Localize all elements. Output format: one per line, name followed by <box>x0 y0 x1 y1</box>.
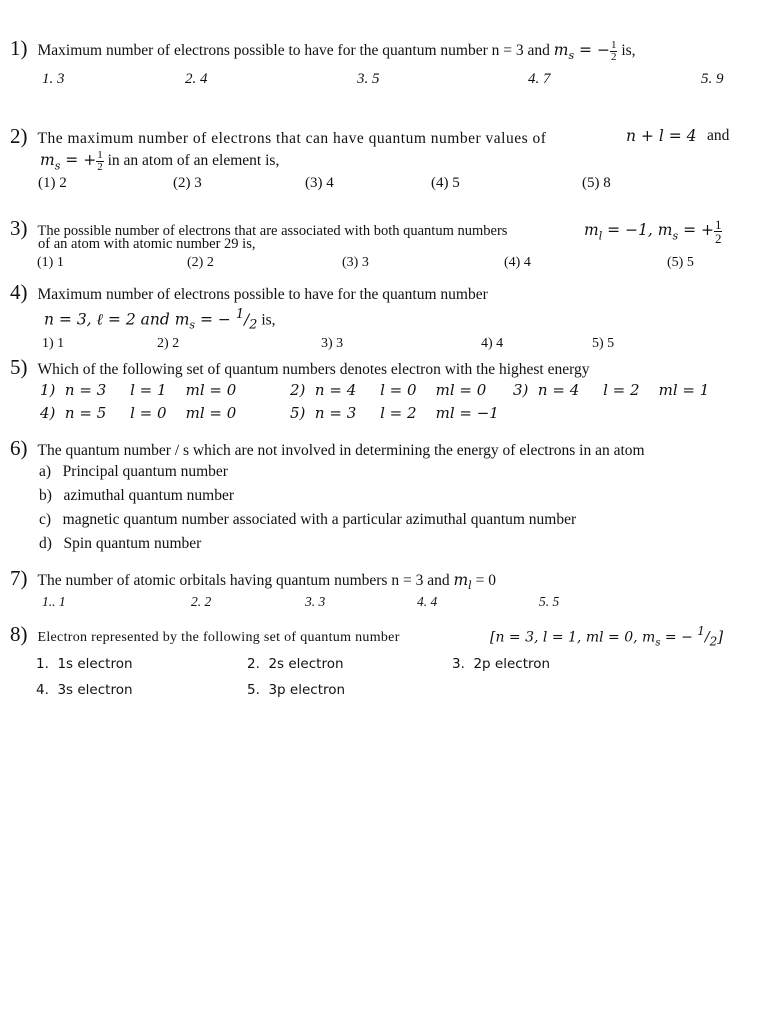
option-4[interactable]: (4) 4 <box>504 255 531 270</box>
option-4[interactable]: 4) n = 5 l = 0 ml = 0 <box>40 404 237 422</box>
question-number: 1) <box>10 36 28 60</box>
fraction-num: 1 <box>235 307 245 322</box>
question-4 <box>10 280 750 358</box>
math-expression: n = 3, ℓ = 2 and m <box>44 310 190 329</box>
math-eq: = − <box>195 310 236 329</box>
question-text: The maximum number of electrons that can have quantum number values of <box>37 130 547 147</box>
option-2[interactable]: 2) n = 4 l = 0 ml = 0 <box>290 381 487 399</box>
option-1[interactable]: 1.. 1 <box>42 594 66 610</box>
option-d[interactable]: d) Spin quantum number <box>39 535 202 552</box>
option-3[interactable]: 3. 2p electron <box>452 656 551 672</box>
fraction: $\frac{1}{2}$ <box>610 38 617 63</box>
option-5[interactable]: (5) 8 <box>582 175 611 191</box>
math-sub: s <box>655 637 661 649</box>
question-text-end: is, <box>257 311 276 329</box>
question-text: The quantum number / s which are not involved in determining the energy of electrons in an atom <box>37 442 645 459</box>
math-sub: l <box>598 229 603 243</box>
option-3[interactable]: 3. 3 <box>305 594 326 610</box>
option-3[interactable]: 3. 5 <box>357 70 380 87</box>
option-2[interactable]: 2. 2s electron <box>247 656 344 672</box>
option-3[interactable]: (3) 4 <box>305 175 334 191</box>
option-2[interactable]: 2. 4 <box>185 70 208 87</box>
math-sub: s <box>54 159 61 173</box>
fraction-den: 2 <box>709 634 718 649</box>
question-number: 4) <box>10 280 28 304</box>
question-text-end: in an atom of an element is, <box>103 152 280 170</box>
math-eq: = + <box>60 151 97 170</box>
option-1[interactable]: 1. 1s electron <box>36 656 133 672</box>
option-a[interactable]: a) Principal quantum number <box>39 463 228 480</box>
option-2[interactable]: 2. 2 <box>191 594 212 610</box>
fraction-den: 2 <box>249 317 258 333</box>
math-sub: s <box>568 49 575 63</box>
question-number: 3) <box>10 216 28 240</box>
question-text: The possible number of electrons that are associated with both quantum numbers <box>37 223 508 239</box>
question-number: 5) <box>10 355 28 379</box>
question-text-end: = 0 <box>471 572 496 589</box>
option-4[interactable]: 4. 4 <box>417 594 438 610</box>
math-sub: s <box>189 318 196 332</box>
option-1[interactable]: (1) 2 <box>38 175 67 191</box>
option-1[interactable]: 1) n = 3 l = 1 ml = 0 <box>40 381 237 399</box>
fraction: $\frac{1}{2}$ <box>714 217 722 246</box>
question-text-and: and <box>707 127 730 144</box>
option-2[interactable]: (2) 3 <box>173 175 202 191</box>
math-m: m <box>40 151 55 170</box>
math-m: m <box>453 571 469 589</box>
option-c[interactable]: c) magnetic quantum number associated with a particular azimuthal quantum number <box>39 511 577 528</box>
option-1[interactable]: 1) 1 <box>42 335 65 351</box>
question-8 <box>10 622 750 710</box>
question-text: Maximum number of electrons possible to have for the quantum number <box>37 286 488 303</box>
math-eq: = + <box>678 221 714 240</box>
option-5[interactable]: 5. 3p electron <box>247 682 346 698</box>
math-eq: = − <box>574 41 610 59</box>
question-5 <box>10 355 750 429</box>
option-b[interactable]: b) azimuthal quantum number <box>39 487 234 504</box>
option-5[interactable]: (5) 5 <box>667 255 694 270</box>
math-ml: = −1, m <box>602 221 673 240</box>
option-3[interactable]: (3) 3 <box>342 255 369 270</box>
question-text-end: is, <box>617 42 636 59</box>
question-7 <box>10 566 750 616</box>
option-1[interactable]: (1) 1 <box>37 255 64 270</box>
option-3[interactable]: 3) 3 <box>321 335 344 351</box>
math-m: m <box>553 41 569 59</box>
math-sub: s <box>672 229 679 243</box>
question-text: The number of atomic orbitals having quantum numbers n = 3 and <box>37 572 454 589</box>
slash: / <box>704 629 710 646</box>
question-3 <box>10 216 750 275</box>
question-number: 8) <box>10 622 28 646</box>
option-5[interactable]: 5) 5 <box>592 335 615 351</box>
option-2[interactable]: 2) 2 <box>157 335 180 351</box>
option-5[interactable]: 5) n = 3 l = 2 ml = −1 <box>290 404 499 422</box>
question-text: Maximum number of electrons possible to have for the quantum number n = 3 and <box>37 42 554 59</box>
question-1 <box>10 36 750 99</box>
math-m: m <box>584 221 599 240</box>
option-3[interactable]: 3) n = 4 l = 2 ml = 1 <box>513 381 710 399</box>
option-4[interactable]: (4) 5 <box>431 175 460 191</box>
question-2 <box>10 124 750 199</box>
question-number: 7) <box>10 566 28 590</box>
math-bracket: ] <box>717 627 724 646</box>
fraction-num: 1 <box>697 624 705 638</box>
question-6 <box>10 436 750 559</box>
math-eq: = − <box>660 629 698 646</box>
option-4[interactable]: 4) 4 <box>481 335 504 351</box>
question-text-line2: of an atom with atomic number 29 is, <box>38 236 256 252</box>
option-4[interactable]: 4. 7 <box>528 70 551 87</box>
option-4[interactable]: 4. 3s electron <box>36 682 133 698</box>
question-text: Which of the following set of quantum numbers denotes electron with the highest energy <box>37 361 590 378</box>
slash: / <box>244 310 250 329</box>
question-text: Electron represented by the following set of quantum number <box>37 630 400 645</box>
fraction: $\frac{1}{2}$ <box>97 149 103 173</box>
option-1[interactable]: 1. 3 <box>42 70 65 87</box>
option-5[interactable]: 5. 5 <box>539 594 560 610</box>
math-sub: l <box>468 579 472 593</box>
question-number: 2) <box>10 124 28 148</box>
math-n-plus-l: n + l = 4 <box>626 127 697 145</box>
option-5[interactable]: 5. 9 <box>701 70 724 87</box>
option-2[interactable]: (2) 2 <box>187 255 214 270</box>
math-set: [n = 3, l = 1, ml = 0, m <box>490 629 656 646</box>
question-number: 6) <box>10 436 28 460</box>
